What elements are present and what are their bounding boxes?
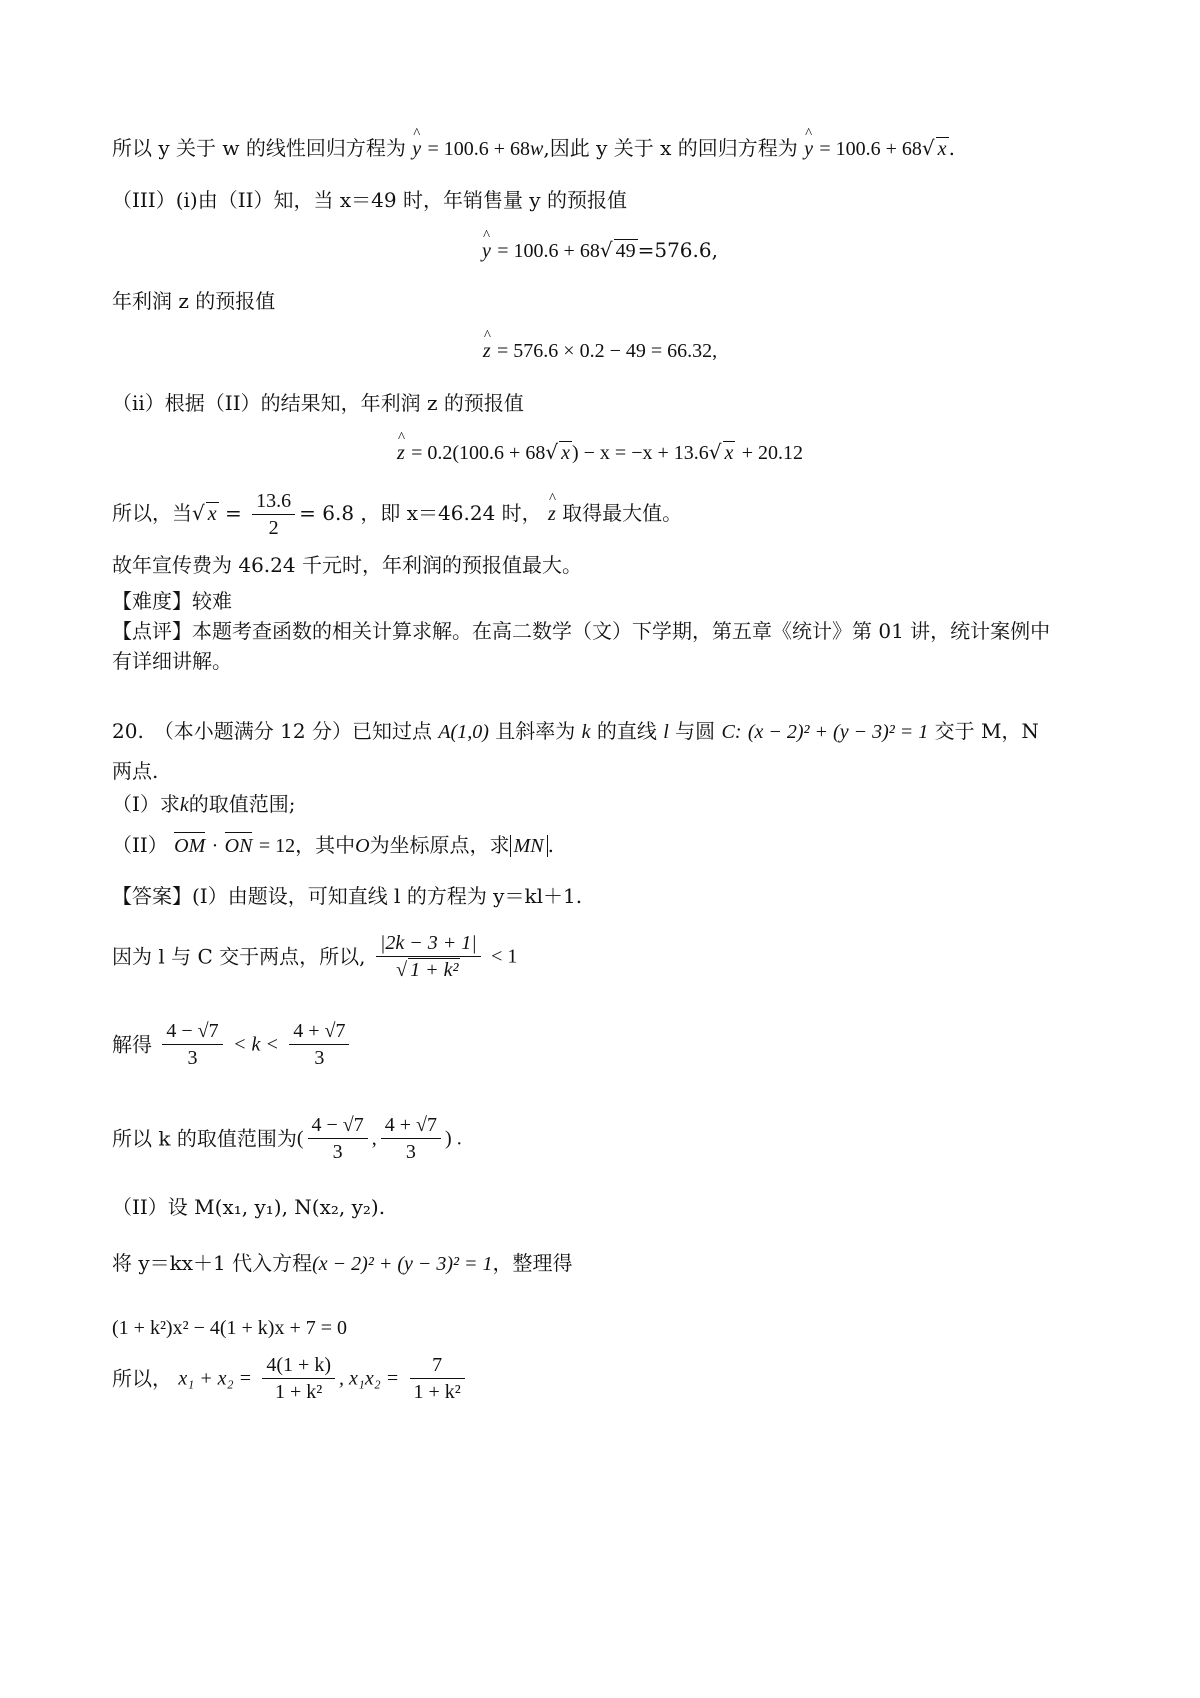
question-20-part-i xyxy=(112,792,296,817)
denominator: 1 + k² xyxy=(413,1381,461,1403)
numerator: 7 xyxy=(410,1352,465,1379)
period: . xyxy=(547,833,554,857)
denominator: 2 xyxy=(268,517,279,539)
text: 交于 M，N xyxy=(934,719,1039,743)
comma: , xyxy=(371,1127,377,1150)
text: 为坐标原点，求 xyxy=(369,833,510,857)
text: 所以，当 xyxy=(112,501,192,525)
profit-equation: ^ z = 576.6 × 0.2 − 49 = 66.32, xyxy=(0,338,1200,363)
text: （II） xyxy=(112,833,168,857)
dot: · xyxy=(211,835,219,857)
text: 因为 l 与 C 交于两点，所以, xyxy=(112,944,366,969)
point-a: A(1,0) xyxy=(438,721,489,743)
denominator: 3 xyxy=(187,1047,198,1069)
numerator: 4 − √7 xyxy=(162,1018,222,1045)
y-hat: ^ y xyxy=(412,137,421,161)
abs-mn: MN xyxy=(510,835,548,857)
denominator: 1 + k² xyxy=(410,959,459,981)
y-hat: ^ y xyxy=(804,137,813,161)
numerator: 4 + √7 xyxy=(289,1018,349,1045)
text: 且斜率为 xyxy=(495,719,576,743)
text: 所以 y 关于 w 的线性回归方程为 xyxy=(112,136,406,160)
text: ，整理得 xyxy=(492,1251,573,1275)
equation: = 100.6 + 68 xyxy=(819,138,922,160)
difficulty: 【难度】较难 xyxy=(112,589,232,613)
text: ,因此 y 关于 x 的回归方程为 xyxy=(543,136,798,160)
period: . xyxy=(948,136,955,160)
answer-3 xyxy=(112,1018,353,1071)
part-iii-i: （III）(i)由（II）知，当 x＝49 时，年销售量 y 的预报值 xyxy=(112,188,627,212)
distance-fraction: $\frac{|2k - 3 + 1|}{\text{√ 1 + k²}}$ xyxy=(376,930,481,983)
numerator: 4 − √7 xyxy=(308,1112,368,1139)
comment: 【点评】本题考查函数的相关计算求解。在高二数学（文）下学期，第五章《统计》第 01 讲，统计案例中 xyxy=(112,619,1051,643)
text: 所以 k 的取值范围为 xyxy=(112,1126,297,1151)
denominator: 1 + k² xyxy=(275,1381,323,1403)
inequality: < 1 xyxy=(491,945,518,968)
numerator: 13.6 xyxy=(252,488,295,515)
text: 所以， xyxy=(112,1366,172,1391)
text: 20. （本小题满分 12 分）已知过点 xyxy=(112,719,432,743)
answer-6 xyxy=(112,1251,573,1276)
product: , x₁x₂ = xyxy=(338,1367,400,1390)
question-20-cont: 两点. xyxy=(112,759,159,783)
answer-1: 【答案】(I）由题设，可知直线 l 的方程为 y＝kl＋1. xyxy=(112,884,583,908)
radicand: 49 xyxy=(615,240,636,262)
question-20 xyxy=(112,719,1039,744)
conclusion: 故年宣传费为 46.24 千元时，年利润的预报值最大。 xyxy=(112,553,582,577)
equation: = 100.6 + 68 xyxy=(497,240,600,262)
fraction xyxy=(252,488,295,541)
numerator: |2k − 3 + 1| xyxy=(376,930,481,957)
text: 与圆 xyxy=(675,719,716,743)
comment-cont: 有详细讲解。 xyxy=(112,649,232,673)
denominator: 3 xyxy=(405,1141,416,1163)
var-k: k xyxy=(581,721,591,743)
equation: ) − x = −x + 13.6 xyxy=(571,442,709,464)
origin: O xyxy=(355,835,370,857)
numerator: 4(1 + k) xyxy=(262,1352,335,1379)
paren: ( xyxy=(296,1127,304,1150)
circle-c: C: xyxy=(721,721,742,743)
answer-5: （II）设 M(x₁, y₁), N(x₂, y₂). xyxy=(112,1195,386,1219)
regression-line: 所以 y 关于 w 的线性回归方程为 ^ y = 100.6 + 68w,因此 y 关于 x 的回归方程为 ^ y = 100.6 + 68√ x . xyxy=(112,136,955,161)
circle-equation: (x − 2)² + (y − 3)² = 1 xyxy=(312,1253,493,1275)
profit-function: ^ z = 0.2(100.6 + 68√ x ) − x = −x + 13.6√ x + 20.12 xyxy=(0,440,1200,465)
text: 解得 xyxy=(112,1032,152,1057)
answer-8 xyxy=(112,1352,469,1405)
text: 的直线 xyxy=(596,719,657,743)
paren: ) . xyxy=(445,1127,462,1150)
text: 将 y＝kx＋1 代入方程 xyxy=(112,1251,313,1275)
maximum-line: 所以，当√ x = $\frac{13.6}{2}$ = 6.8 ，即 x＝46.24 时， ^ z 取得最大值。 xyxy=(112,488,682,541)
profit-label: 年利润 z 的预报值 xyxy=(112,289,276,313)
text: （I）求 xyxy=(112,792,180,816)
inequality: < k < xyxy=(232,1033,279,1056)
equation: = 100.6 + 68 xyxy=(427,138,531,160)
circle-equation: (x − 2)² + (y − 3)² = 1 xyxy=(747,721,929,743)
equation: = 0.2(100.6 + 68 xyxy=(411,442,546,464)
quadratic-equation: (1 + k²)x² − 4(1 + k)x + 7 = 0 xyxy=(112,1317,348,1339)
answer-2 xyxy=(112,930,517,983)
denominator: 3 xyxy=(314,1047,325,1069)
text: 取得最大值。 xyxy=(562,501,683,525)
sum: x₁ + x₂ = xyxy=(178,1367,253,1390)
equation: = 12 xyxy=(258,835,296,857)
var-l: l xyxy=(663,721,669,743)
text: ，其中 xyxy=(295,833,356,857)
question-20-part-ii xyxy=(112,832,554,858)
vector-om: OM xyxy=(174,832,205,858)
text: = 6.8 ，即 x＝46.24 时， xyxy=(299,501,542,525)
var-k: k xyxy=(179,794,189,816)
numerator: 4 + √7 xyxy=(381,1112,441,1139)
prediction-equation: ^ y = 100.6 + 68√ 49 =576.6, xyxy=(0,238,1200,263)
equation: + 20.12 xyxy=(741,442,804,464)
equation: = 576.6 × 0.2 − 49 = 66.32, xyxy=(497,340,718,362)
text: 的取值范围; xyxy=(188,792,296,816)
denominator: 3 xyxy=(332,1141,343,1163)
answer-4 xyxy=(112,1112,462,1165)
vector-on: ON xyxy=(225,832,253,858)
result: =576.6, xyxy=(637,238,718,262)
part-iii-ii: （ii）根据（II）的结果知，年利润 z 的预报值 xyxy=(112,391,524,415)
